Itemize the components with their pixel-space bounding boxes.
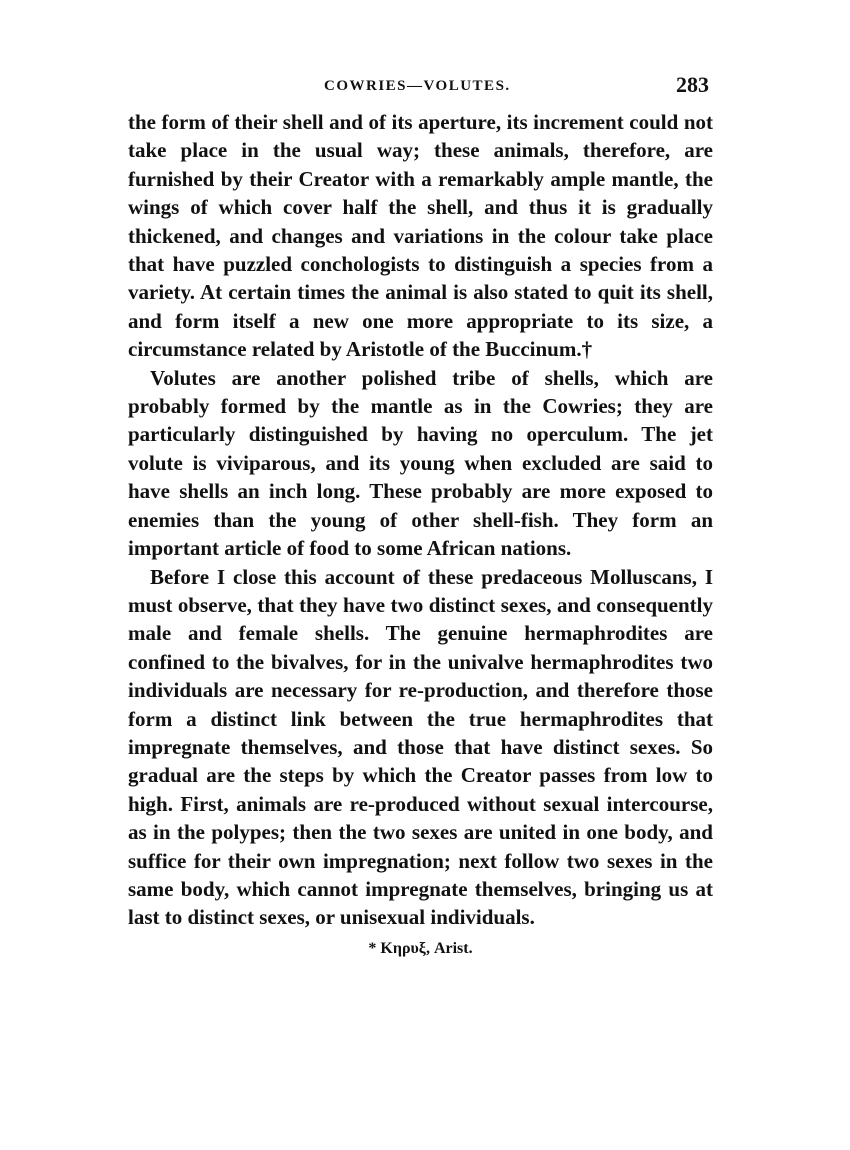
paragraph-volutes: Volutes are another polished tribe of shells, which are probably formed by the mantle as in the Cowries; they are particularly distinguished by having no operculum. The jet volute is viviparous, and its young when excluded are said to have shells an inch long. These probably are more exposed to enemies than the young of other shell-fish. They form an important article of food to some African nations.	[128, 365, 713, 561]
book-page	[128, 72, 713, 958]
footnote: * Κηρυξ, Arist.	[368, 939, 473, 957]
body-text	[128, 108, 713, 932]
running-head: COWRIES—VOLUTES.	[324, 78, 511, 94]
paragraph-sexes: Before I close this account of these predaceous Molluscans, I must observe, that they have two distinct sexes, and consequently male and female shells. The genuine hermaphrodites are confined to the bivalves, for in the univalve hermaphrodites two individuals are necessary for re-production, and therefore those form a distinct link between the true hermaphrodites that impregnate themselves, and those that have distinct sexes. So gradual are the steps by which the Creator passes from low to high. First, animals are re-produced without sexual intercourse, as in the polypes; then the two sexes are united in one body, and suffice for their own impregnation; next follow two sexes in the same body, which cannot impregnate themselves, bringing us at last to distinct sexes, or unisexual individuals.	[128, 564, 713, 930]
page-number: 283	[676, 72, 709, 97]
page-header	[128, 72, 713, 108]
paragraph-cowries-continued: the form of their shell and of its aperture, its increment could not take place in the usual way; these animals, therefore, are furnished by their Creator with a remarkably ample mantle, the wings of which cover half the shell, and thus it is gradually thickened, and changes and variations in the colour take place that have puzzled conchologists to distinguish a species from a variety. At certain times the animal is also stated to quit its shell, and form itself a new one more appropriate to its size, a circumstance related by Aristotle of the Buccinum.†	[128, 110, 713, 362]
